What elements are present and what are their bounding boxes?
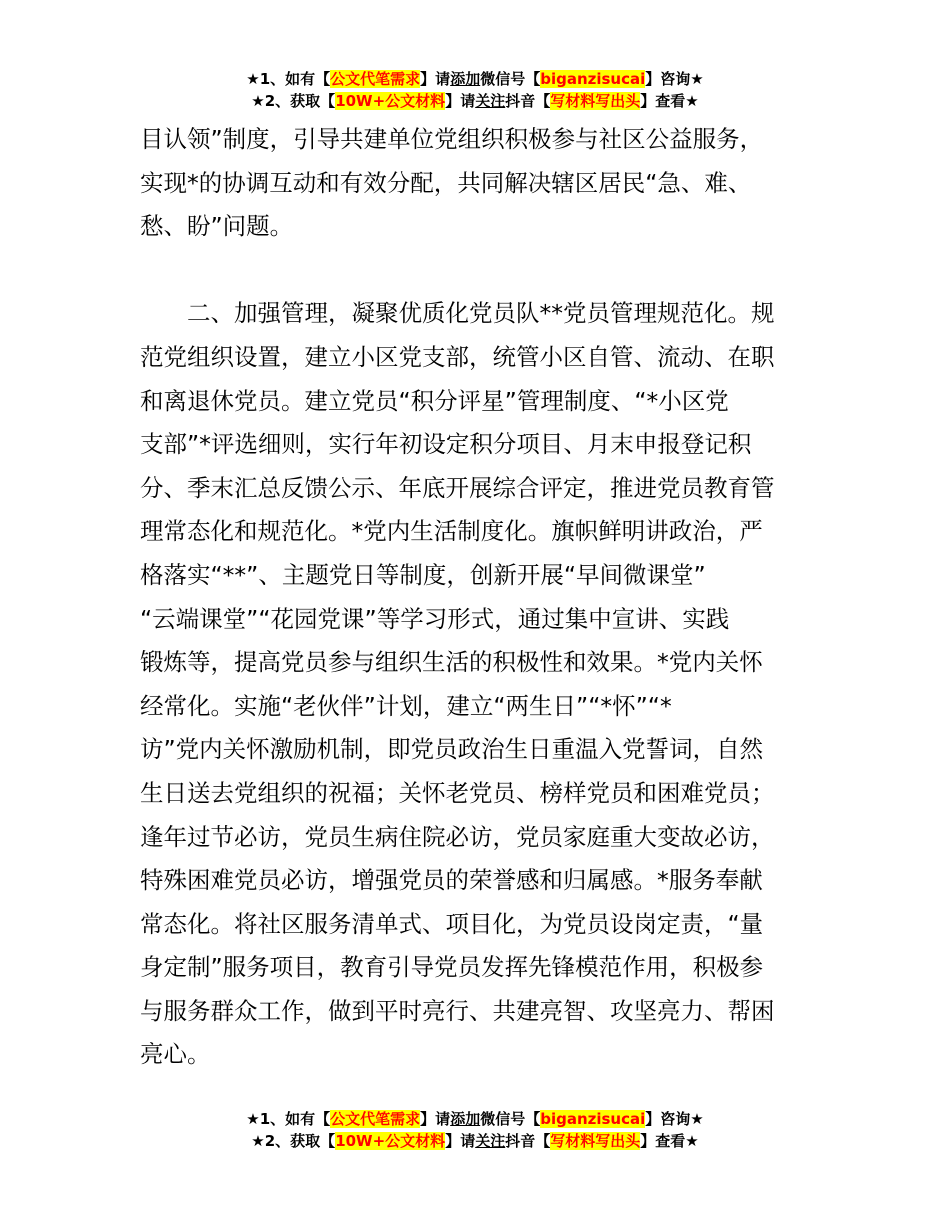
body-line: 分、季末汇总反馈公示、年底开展综合评定，推进党员教育管 xyxy=(140,473,775,502)
body-line: 理常态化和规范化。*党内生活制度化。旗帜鲜明讲政治，严 xyxy=(140,517,763,546)
body-line: 二、加强管理，凝聚优质化党员队**党员管理规范化。规 xyxy=(140,299,775,328)
body-line: 愁、盼”问题。 xyxy=(140,212,294,241)
body-line: “云端课堂”“花园党课”等学习形式，通过集中宣讲、实践 xyxy=(140,604,730,633)
promo-underlined-word: 添加 xyxy=(450,70,481,88)
body-line: 目认领”制度，引导共建单位党组织积极参与社区公益服务， xyxy=(140,125,764,153)
promo-prefix: ★2、获取【 xyxy=(251,1132,336,1150)
promo-suffix: 】咨询★ xyxy=(645,1110,704,1128)
promo-highlight-service: 公文代笔需求 xyxy=(330,70,421,88)
promo-suffix: 】查看★ xyxy=(640,92,699,110)
promo-line-2 xyxy=(0,90,950,112)
promo-highlight-wechat-id: biganzisucai xyxy=(540,70,646,88)
promo-line-1 xyxy=(0,1108,950,1130)
body-line: 支部”*评选细则，实行年初设定积分项目、月末申报登记积 xyxy=(140,430,752,459)
promo-underlined-word: 关注 xyxy=(475,1132,506,1150)
footer-promo-banner xyxy=(0,1108,950,1152)
promo-suffix: 】咨询★ xyxy=(645,70,704,88)
body-line: 常态化。将社区服务清单式、项目化，为党员设岗定责，“量 xyxy=(140,909,764,938)
body-line: 访”党内关怀激励机制，即党员政治生日重温入党誓词，自然 xyxy=(140,735,764,764)
promo-highlight-materials: 10W+公文材料 xyxy=(335,1132,446,1150)
body-line: 锻炼等，提高党员参与组织生活的积极性和效果。*党内关怀 xyxy=(140,648,763,677)
promo-highlight-douyin-account: 写材料写出头 xyxy=(550,1132,641,1150)
body-line: 格落实“**”、主题党日等制度，创新开展“早间微课堂” xyxy=(140,560,706,589)
promo-text: 微信号【 xyxy=(480,1110,541,1128)
promo-highlight-materials: 10W+公文材料 xyxy=(335,92,446,110)
paragraph-gap xyxy=(140,249,820,293)
promo-text: 】请 xyxy=(420,1110,451,1128)
promo-line-1 xyxy=(0,68,950,90)
promo-highlight-douyin-account: 写材料写出头 xyxy=(550,92,641,110)
promo-prefix: ★1、如有【 xyxy=(246,1110,331,1128)
promo-text: 抖音【 xyxy=(505,92,551,110)
promo-underlined-word: 关注 xyxy=(475,92,506,110)
promo-prefix: ★2、获取【 xyxy=(251,92,336,110)
promo-text: 】请 xyxy=(445,1132,476,1150)
promo-underlined-word: 添加 xyxy=(450,1110,481,1128)
body-line: 逢年过节必访，党员生病住院必访，党员家庭重大变故必访， xyxy=(140,822,775,851)
promo-highlight-wechat-id: biganzisucai xyxy=(540,1110,646,1128)
header-promo-banner xyxy=(0,68,950,112)
body-line: 和离退休党员。建立党员“积分评星”管理制度、“*小区党 xyxy=(140,386,729,415)
body-line: 身定制”服务项目，教育引导党员发挥先锋模范作用，积极参 xyxy=(140,953,764,982)
promo-text: 抖音【 xyxy=(505,1132,551,1150)
body-line: 特殊困难党员必访，增强党员的荣誉感和归属感。*服务奉献 xyxy=(140,866,763,895)
promo-prefix: ★1、如有【 xyxy=(246,70,331,88)
body-line: 实现*的协调互动和有效分配，共同解决辖区居民“急、难、 xyxy=(140,168,752,197)
body-line: 与服务群众工作，做到平时亮行、共建亮智、攻坚亮力、帮困 xyxy=(140,996,775,1025)
promo-line-2 xyxy=(0,1130,950,1152)
promo-text: 微信号【 xyxy=(480,70,541,88)
body-line: 生日送去党组织的祝福；关怀老党员、榜样党员和困难党员； xyxy=(140,778,775,807)
document-body xyxy=(140,118,820,1077)
promo-suffix: 】查看★ xyxy=(640,1132,699,1150)
body-line: 范党组织设置，建立小区党支部，统管小区自管、流动、在职 xyxy=(140,342,775,371)
promo-text: 】请 xyxy=(420,70,451,88)
promo-highlight-service: 公文代笔需求 xyxy=(330,1110,421,1128)
body-line: 经常化。实施“老伙伴”计划，建立“两生日”“*怀”“* xyxy=(140,691,672,720)
body-line: 亮心。 xyxy=(140,1040,211,1069)
promo-text: 】请 xyxy=(445,92,476,110)
